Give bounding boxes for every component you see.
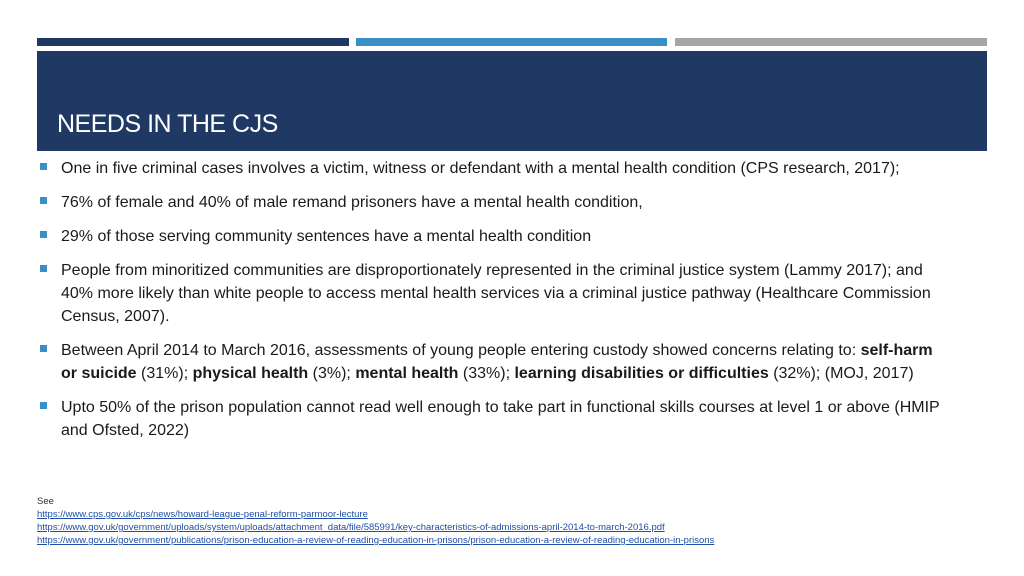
square-bullet-icon [40,345,47,352]
reference-link-cps[interactable]: https://www.cps.gov.uk/cps/news/howard-league-penal-reform-parmoor-lecture [37,509,368,520]
bullet-text: 29% of those serving community sentences have a mental health condition [61,228,592,245]
bullet-item [37,225,947,248]
square-bullet-icon [40,265,47,272]
bullet-item [37,396,947,442]
bullet-text: 76% of female and 40% of male remand prisoners have a mental health condition, [61,194,643,211]
title-banner [37,51,987,151]
bullet-text: Upto 50% of the prison population cannot read well enough to take part in functional skills courses at level 1 or above (HMIP and Ofsted, 2022) [61,399,940,439]
square-bullet-icon [40,163,47,170]
bullet-segment: Between April 2014 to March 2016, assessments of young people entering custody showed concerns relating to: [61,342,861,359]
accent-bar-blue [356,38,667,46]
bullet-emphasis: self-harm or suicide [61,342,933,382]
accent-bar-navy [37,38,349,46]
reference-link-prison-education[interactable]: https://www.gov.uk/government/publications/prison-education-a-review-of-reading-education-in-prisons/prison-education-a-review-of-reading-education-in-prisons [37,535,715,546]
accent-bar-gray [675,38,987,46]
bullet-segment: (31%); [136,365,193,382]
bullet-segment: (3%); [308,365,356,382]
bullet-segment: (32%); (MOJ, 2017) [768,365,914,382]
bullet-text [61,339,947,385]
square-bullet-icon [40,197,47,204]
references [37,495,987,547]
bullet-emphasis: learning disabilities or difficulties [514,365,769,382]
bullet-list [37,157,947,453]
square-bullet-icon [40,231,47,238]
bullet-item [37,339,947,385]
bullet-item [37,259,947,328]
bullet-segment: (33%); [458,365,515,382]
bullet-text: One in five criminal cases involves a victim, witness or defendant with a mental health condition (CPS research, 2017); [61,160,900,177]
references-label: See [37,496,54,507]
bullet-item [37,157,947,180]
square-bullet-icon [40,402,47,409]
bullet-text: People from minoritized communities are disproportionately represented in the criminal justice system (Lammy 2017); and 40% more likely than white people to access mental health services via a criminal justice pathway (Healthcare Commission Census, 2007). [61,262,931,325]
bullet-emphasis: physical health [192,365,309,382]
reference-link-moj-admissions[interactable]: https://www.gov.uk/government/uploads/system/uploads/attachment_data/file/585991/key-characteristics-of-admissions-april-2014-to-march-2016.pdf [37,522,665,533]
bullet-item [37,191,947,214]
slide-title: NEEDS IN THE CJS [57,110,278,138]
bullet-emphasis: mental health [355,365,459,382]
